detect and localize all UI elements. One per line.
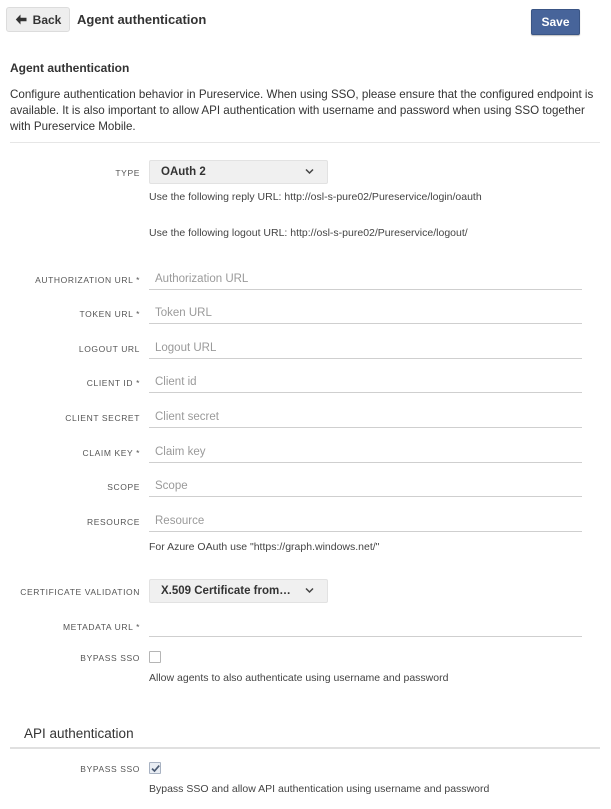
logout-url-help: Use the following logout URL: http://osl-s-pure02/Pureservice/logout/ (149, 227, 468, 239)
bypass-sso-help: Allow agents to also authenticate using username and password (149, 672, 449, 684)
section-divider (10, 142, 600, 143)
claim-key-label: CLAIM KEY * (82, 448, 140, 458)
claim-key-input[interactable] (149, 441, 582, 463)
section-description: Configure authentication behavior in Pureservice. When using SSO, please ensure that the configured endpoint is available. It is also important to allow API authentication with username and password when using SSO together with Pureservice Mobile. (10, 88, 594, 133)
certificate-validation-label: CERTIFICATE VALIDATION (20, 587, 140, 597)
client-secret-label: CLIENT SECRET (65, 413, 140, 423)
token-url-input[interactable] (149, 302, 582, 324)
type-label: TYPE (115, 168, 140, 178)
metadata-url-label: METADATA URL * (62, 622, 140, 632)
client-id-label: CLIENT ID * (86, 378, 140, 388)
scope-label: SCOPE (107, 482, 140, 492)
logout-url-label: LOGOUT URL (78, 344, 140, 354)
logout-url-input[interactable] (149, 337, 582, 359)
checkmark-icon (150, 763, 161, 774)
client-secret-input[interactable] (149, 406, 582, 428)
arrow-left-icon (15, 14, 27, 25)
api-bypass-sso-label: BYPASS SSO (80, 764, 140, 774)
type-select-value: OAuth 2 (161, 166, 206, 178)
back-button-label: Back (32, 12, 62, 27)
top-bar (0, 0, 611, 44)
resource-input[interactable] (149, 510, 582, 532)
api-bypass-sso-help: Bypass SSO and allow API authentication using username and password (149, 783, 490, 795)
save-button[interactable]: Save (531, 9, 580, 35)
certificate-validation-value: X.509 Certificate from… (161, 585, 291, 597)
type-select[interactable] (149, 160, 328, 184)
api-bypass-sso-checkbox[interactable] (149, 762, 161, 774)
resource-help: For Azure OAuth use "https://graph.windows.net/" (149, 541, 380, 553)
certificate-validation-select[interactable] (149, 579, 328, 603)
authorization-url-label: AUTHORIZATION URL * (35, 275, 140, 285)
page-title: Agent authentication (77, 12, 207, 27)
metadata-url-input[interactable] (149, 615, 582, 637)
bypass-sso-checkbox[interactable] (149, 651, 161, 663)
bypass-sso-label: BYPASS SSO (80, 653, 140, 663)
client-id-input[interactable] (149, 371, 582, 393)
api-authentication-title: API authentication (24, 726, 134, 741)
reply-url-help: Use the following reply URL: http://osl-s-pure02/Pureservice/login/oauth (149, 191, 482, 203)
back-button[interactable] (6, 7, 70, 32)
chevron-down-icon (305, 168, 314, 175)
resource-label: RESOURCE (87, 517, 140, 527)
section-title: Agent authentication (10, 61, 130, 75)
api-section-divider (10, 747, 600, 749)
token-url-label: TOKEN URL * (79, 309, 140, 319)
scope-input[interactable] (149, 475, 582, 497)
authorization-url-input[interactable] (149, 268, 582, 290)
chevron-down-icon (305, 587, 314, 594)
